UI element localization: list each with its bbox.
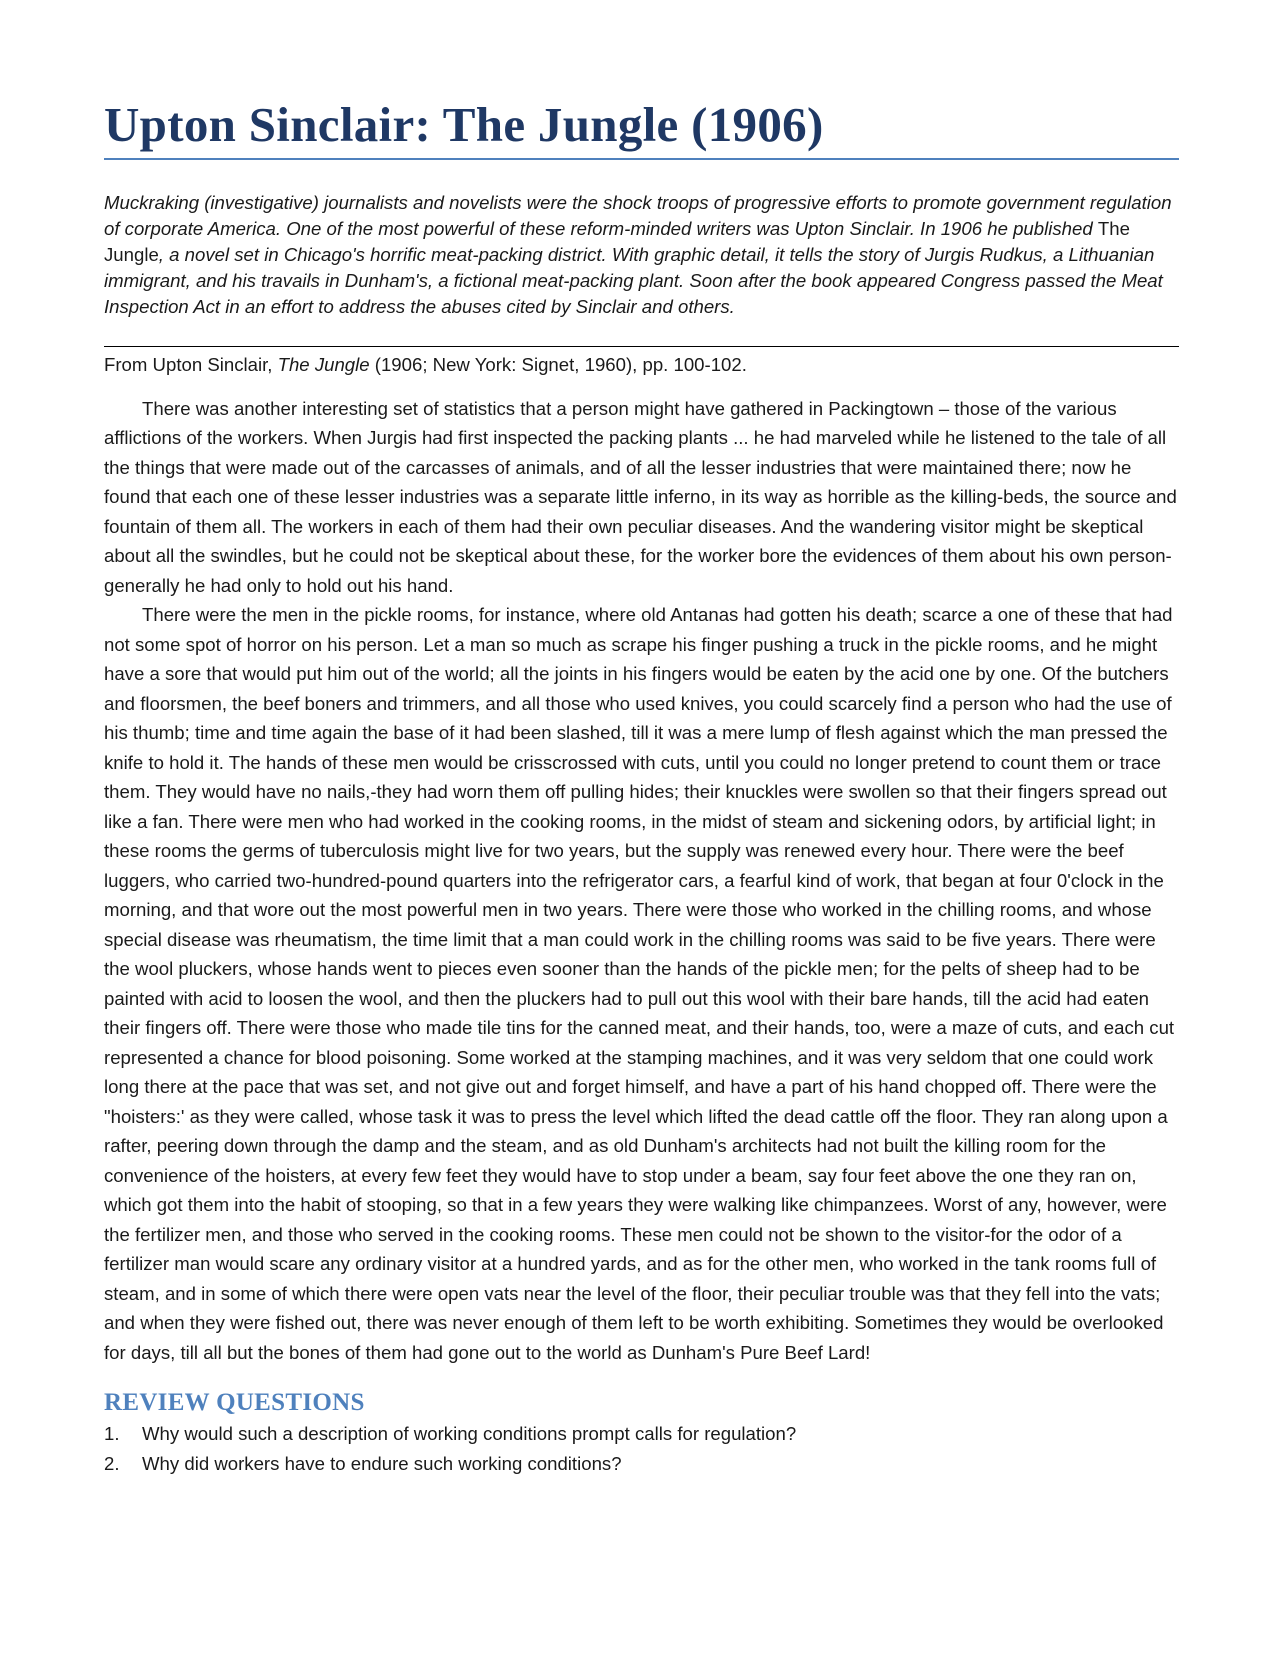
review-question bbox=[104, 1449, 1179, 1479]
review-question bbox=[104, 1419, 1179, 1449]
source-prefix: From Upton Sinclair, bbox=[104, 353, 278, 375]
source-book-title: The Jungle bbox=[277, 353, 370, 375]
review-questions-heading: REVIEW QUESTIONS bbox=[104, 1389, 365, 1417]
excerpt-paragraph: There were the men in the pickle rooms, for instance, where old Antanas had gotten his death; scarce a one of these that had not some spot of horror on his person. Let a man so much as scrape his finger pushing a truck in the pickle rooms, and he might have a sore that would put him out of the world; all the joints in his fingers would be eaten by the acid one by one. Of the butchers and floorsmen, the beef boners and trimmers, and all those who used knives, you could scarcely find a person who had the use of his thumb; time and time again the base of it had been slashed, till it was a mere lump of flesh against which the man pressed the knife to hold it. The hands of these men would be crisscrossed with cuts, until you could no longer pretend to count them or trace them. They would have no nails,-they had worn them off pulling hides; their knuckles were swollen so that their fingers spread out like a fan. There were men who had worked in the cooking rooms, in the midst of steam and sickening odors, by artificial light; in these rooms the germs of tuberculosis might live for two years, but the supply was renewed every hour. There were the beef luggers, who carried two-hundred-pound quarters into the refrigerator cars, a fearful kind of work, that began at four 0'clock in the morning, and that wore out the most powerful men in two years. There were those who worked in the chilling rooms, and whose special disease was rheumatism, the time limit that a man could work in the chilling rooms was said to be five years. There were the wool pluckers, whose hands went to pieces even sooner than the hands of the pickle men; for the pelts of sheep had to be painted with acid to loosen the wool, and then the pluckers had to pull out this wool with their bare hands, till the acid had eaten their fingers off. There were those who made tile tins for the canned meat, and their hands, too, were a maze of cuts, and each cut represented a chance for blood poisoning. Some worked at the stamping machines, and it was very seldom that one could work long there at the pace that was set, and not give out and forget himself, and have a part of his hand chopped off. There were the "hoisters:' as they were called, whose task it was to press the level which lifted the dead cattle off the floor. They ran along upon a rafter, peering down through the damp and the steam, and as old Dunham's architects had not built the killing room for the convenience of the hoisters, at every few feet they would have to stop under a beam, say four feet above the one they ran on, which got them into the habit of stooping, so that in a few years they were walking like chimpanzees. Worst of any, however, were the fertilizer men, and those who served in the cooking rooms. These men could not be shown to the visitor-for the odor of a fertilizer man would scare any ordinary visitor at a hundred yards, and as for the other men, who worked in the tank rooms full of steam, and in some of which there were open vats near the level of the floor, their peculiar trouble was that they fell into the vats; and when they were fished out, there was never enough of them left to be worth exhibiting. Sometimes they would be overlooked for days, till all but the bones of them had gone out to the world as Dunham's Pure Beef Lard! bbox=[104, 604, 1175, 1363]
intro-text-part1: Muckraking (investigative) journalists and novelists were the shock troops of progressive efforts to promote government regulation of corporate America. One of the most powerful of these reform-minded writers was Upton Sinclair. In 1906 he published bbox=[104, 191, 1172, 239]
intro-book-title: The Jungle bbox=[104, 217, 1130, 265]
excerpt-paragraph: There was another interesting set of statistics that a person might have gathered in Packingtown – those of the various afflictions of the workers. When Jurgis had first inspected the packing plants ... he had marveled while he listened to the tale of all the things that were made out of the carcasses of animals, and of all the lesser industries that were maintained there; now he found that each one of these lesser industries was a separate little inferno, in its way as horrible as the killing-beds, the source and fountain of them all. The workers in each of them had their own peculiar diseases. And the wandering visitor might be skeptical about all the swindles, but he could not be skeptical about these, for the worker bore the evidences of them about his own person-generally he had only to hold out his hand. bbox=[104, 397, 1177, 596]
intro-text-part2: , a novel set in Chicago's horrific meat-packing district. With graphic detail, it tells the story of Jurgis Rudkus, a Lithuanian immigrant, and his travails in Dunham's, a fictional meat-packing plant. Soon after the book appeared Congress passed the Meat Inspection Act in an effort to address the abuses cited by Sinclair and others. bbox=[104, 243, 1163, 317]
review-questions-list bbox=[104, 1419, 1179, 1478]
source-citation bbox=[104, 346, 1179, 378]
document-page bbox=[104, 98, 1179, 1478]
intro-paragraph bbox=[104, 190, 1179, 320]
source-suffix: (1906; New York: Signet, 1960), pp. 100-102. bbox=[369, 353, 747, 375]
question-number: 1. bbox=[104, 1423, 120, 1445]
question-text: Why would such a description of working conditions prompt calls for regulation? bbox=[142, 1423, 797, 1445]
question-number: 2. bbox=[104, 1452, 120, 1474]
excerpt-body bbox=[104, 394, 1179, 1368]
page-title: Upton Sinclair: The Jungle (1906) bbox=[104, 98, 1179, 160]
question-text: Why did workers have to endure such working conditions? bbox=[142, 1452, 622, 1474]
